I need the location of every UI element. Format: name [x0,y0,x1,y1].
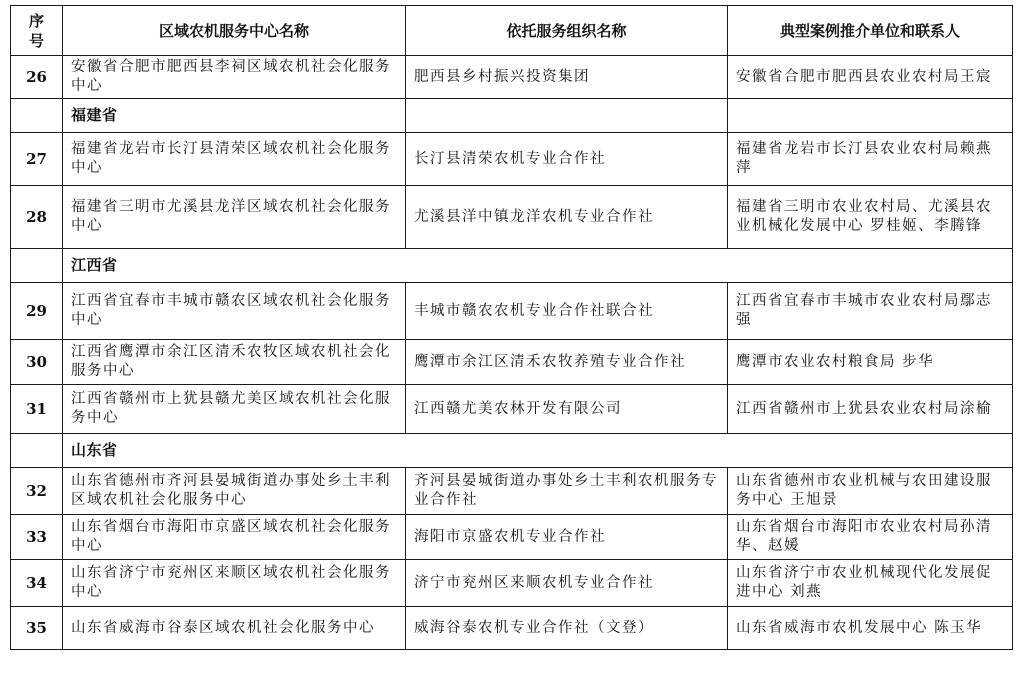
recommender-cell: 山东省济宁市农业机械现代化发展促进中心 刘燕 [728,560,1013,607]
row-number: 26 [11,56,63,99]
center-name-cell: 江西省鹰潭市余江区清禾农牧区域农机社会化服务中心 [63,340,406,385]
center-name-cell: 江西省宜春市丰城市赣农区域农机社会化服务中心 [63,283,406,340]
table-row [11,468,1013,515]
table-row [11,560,1013,607]
table-row [11,186,1013,249]
org-name-cell: 丰城市赣农农机专业合作社联合社 [406,283,728,340]
province-row-num-empty [11,249,63,283]
header-row [11,6,1013,56]
table-row [11,385,1013,434]
province-name-fujian: 福建省 [63,99,406,133]
org-name-cell: 尤溪县洋中镇龙洋农机专业合作社 [406,186,728,249]
row-number: 34 [11,560,63,607]
province-row-num-empty [11,434,63,468]
row-number: 29 [11,283,63,340]
org-name-cell: 齐河县晏城街道办事处乡土丰利农机服务专业合作社 [406,468,728,515]
recommender-cell: 福建省三明市农业农村局、尤溪县农业机械化发展中心 罗桂姬、李腾锋 [728,186,1013,249]
table-wrapper [10,5,1013,650]
recommender-cell: 山东省德州市农业机械与农田建设服务中心 王旭景 [728,468,1013,515]
recommender-cell: 江西省宜春市丰城市农业农村局鄢志强 [728,283,1013,340]
org-name-cell: 海阳市京盛农机专业合作社 [406,515,728,560]
row-number: 30 [11,340,63,385]
province-row-empty [406,99,728,133]
row-number: 33 [11,515,63,560]
table-row [11,607,1013,650]
header-center-name: 区域农机服务中心名称 [63,6,406,56]
province-row [11,249,1013,283]
org-name-cell: 江西赣尤美农林开发有限公司 [406,385,728,434]
center-name-cell: 山东省德州市齐河县晏城街道办事处乡土丰利区域农机社会化服务中心 [63,468,406,515]
row-number: 28 [11,186,63,249]
center-name-cell: 安徽省合肥市肥西县李祠区域农机社会化服务中心 [63,56,406,99]
province-name-shandong: 山东省 [63,434,1013,468]
org-name-cell: 肥西县乡村振兴投资集团 [406,56,728,99]
header-recommender: 典型案例推介单位和联系人 [728,6,1013,56]
table-row [11,515,1013,560]
row-number: 31 [11,385,63,434]
header-seq-label: 序 号 [28,11,44,50]
row-number: 32 [11,468,63,515]
recommender-cell: 江西省赣州市上犹县农业农村局涂榆 [728,385,1013,434]
org-name-cell: 鹰潭市余江区清禾农牧养殖专业合作社 [406,340,728,385]
org-name-cell: 济宁市兖州区来顺农机专业合作社 [406,560,728,607]
recommender-cell: 福建省龙岩市长汀县农业农村局赖燕萍 [728,133,1013,186]
province-row-num-empty [11,99,63,133]
table-row [11,340,1013,385]
org-name-cell: 长汀县清荣农机专业合作社 [406,133,728,186]
row-number: 35 [11,607,63,650]
recommender-cell: 鹰潭市农业农村粮食局 步华 [728,340,1013,385]
center-name-cell: 山东省济宁市兖州区来顺区域农机社会化服务中心 [63,560,406,607]
row-number: 27 [11,133,63,186]
province-row [11,99,1013,133]
header-seq [11,6,63,56]
province-name-jiangxi: 江西省 [63,249,1013,283]
center-name-cell: 福建省龙岩市长汀县清荣区域农机社会化服务中心 [63,133,406,186]
recommender-cell: 安徽省合肥市肥西县农业农村局王宸 [728,56,1013,99]
table-row [11,56,1013,99]
center-name-cell: 江西省赣州市上犹县赣尤美区域农机社会化服务中心 [63,385,406,434]
table-row [11,133,1013,186]
center-name-cell: 福建省三明市尤溪县龙洋区域农机社会化服务中心 [63,186,406,249]
recommender-cell: 山东省烟台市海阳市农业农村局孙清华、赵媛 [728,515,1013,560]
center-name-cell: 山东省烟台市海阳市京盛区域农机社会化服务中心 [63,515,406,560]
service-center-table [10,5,1013,650]
org-name-cell: 威海谷泰农机专业合作社（文登） [406,607,728,650]
header-org-name: 依托服务组织名称 [406,6,728,56]
province-row-empty [728,99,1013,133]
province-row [11,434,1013,468]
table-row [11,283,1013,340]
recommender-cell: 山东省威海市农机发展中心 陈玉华 [728,607,1013,650]
center-name-cell: 山东省威海市谷泰区域农机社会化服务中心 [63,607,406,650]
